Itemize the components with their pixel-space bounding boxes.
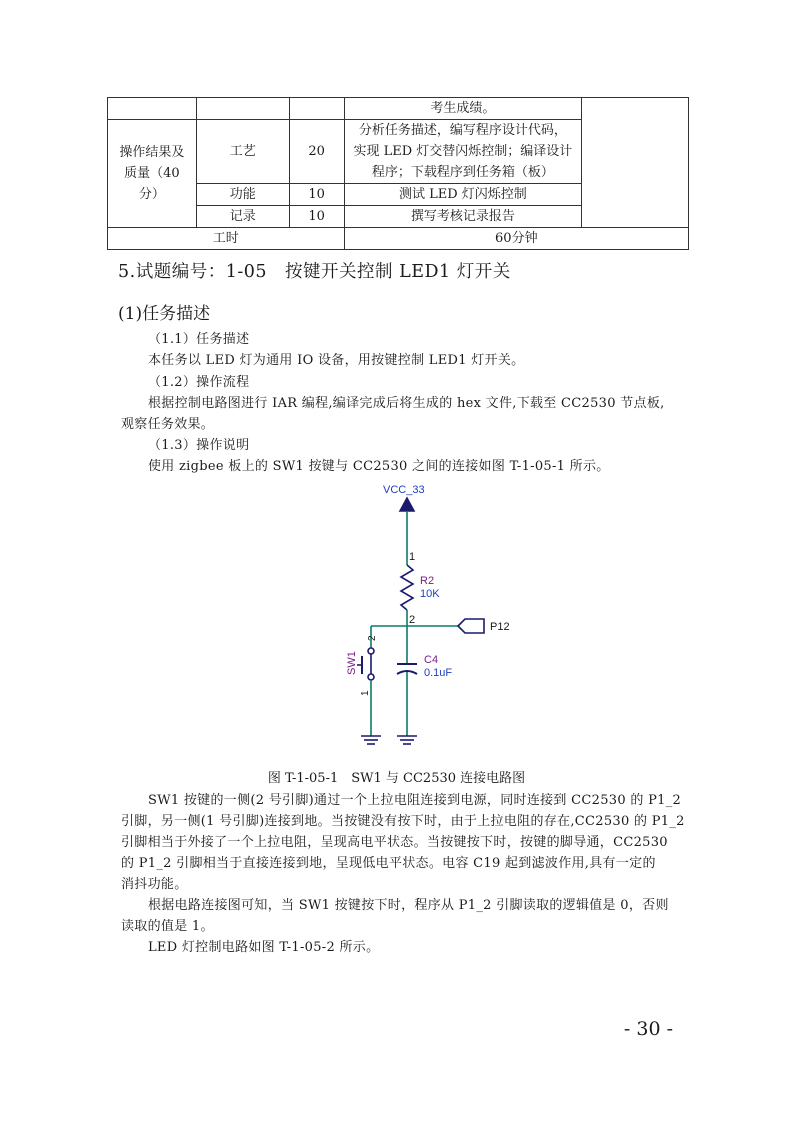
switch-name-label: SW1 (346, 651, 358, 675)
table-row (108, 228, 689, 250)
table-cell-item: 记录 (196, 206, 289, 228)
paragraph: 本任务以 LED 灯为通用 IO 设备，用按键控制 LED1 灯开关。 (148, 353, 525, 368)
paragraph-heading: （1.2）操作流程 (148, 375, 250, 390)
vcc-label: VCC_33 (383, 484, 425, 496)
table-cell-desc: 分析任务描述，编写程序设计代码， 实现 LED 灯交替闪烁控制；编译设计 程序；下载程序到任务箱（板） (344, 120, 582, 184)
table-cell-item: 功能 (196, 184, 289, 206)
paragraph: 观察任务效果。 (121, 417, 215, 432)
paragraph: SW1 按键的一侧(2 号引脚)通过一个上拉电阻连接到电源，同时连接到 CC2530 的 P1_2 (148, 793, 682, 808)
resistor-value-label: 10K (420, 588, 440, 600)
paragraph: 引脚，另一侧(1 号引脚)连接到地。当按键没有按下时，由于上拉电阻的存在,CC2530 的 P1_2 (121, 814, 685, 829)
paragraph: LED 灯控制电路如图 T-1-05-2 所示。 (148, 940, 380, 955)
table-cell-score: 10 (289, 184, 344, 206)
paragraph: 读取的值是 1。 (121, 919, 214, 934)
subsection-title: (1)任务描述 (118, 304, 211, 324)
table-cell-desc: 考生成绩。 (344, 98, 582, 120)
table-cell-score: 10 (289, 206, 344, 228)
switch-contact-icon (368, 674, 374, 680)
ground-icon (361, 736, 381, 744)
paragraph: 引脚相当于外接了一个上拉电阻，呈现高电平状态。当按键按下时，按键的脚导通，CC2530 (121, 835, 668, 850)
paragraph: 根据电路连接图可知，当 SW1 按键按下时，程序从 P1_2 引脚读取的逻辑值是 0，否则 (148, 898, 669, 913)
vcc-arrow-icon (400, 498, 414, 511)
table-cell-desc: 测试 LED 灯闪烁控制 (344, 184, 582, 206)
page-number: - 30 - (623, 1018, 673, 1040)
paragraph: 根据控制电路图进行 IAR 编程,编译完成后将生成的 hex 文件,下载至 CC2530 节点板, (148, 396, 665, 411)
switch-contact-icon (368, 648, 374, 654)
table-row (108, 98, 689, 120)
resistor-icon (401, 565, 413, 610)
table-cell-value: 60分钟 (344, 228, 688, 250)
resistor-name-label: R2 (420, 575, 435, 587)
resistor-pin1-label: 1 (409, 551, 416, 563)
port-label: P12 (490, 621, 510, 633)
paragraph: 的 P1_2 引脚相当于直接连接到地，呈现低电平状态。电容 C19 起到滤波作用,具有一定的 (121, 856, 656, 871)
table-cell-score: 20 (289, 120, 344, 184)
table-cell-desc: 撰写考核记录报告 (344, 206, 582, 228)
table-cell-label: 工时 (108, 228, 345, 250)
score-table (107, 97, 689, 250)
paragraph-heading: （1.3）操作说明 (148, 438, 250, 453)
capacitor-value-label: 0.1uF (424, 667, 453, 679)
ground-icon (397, 736, 417, 744)
paragraph: 使用 zigbee 板上的 SW1 按键与 CC2530 之间的连接如图 T-1-05-1 所示。 (148, 459, 610, 474)
capacitor-name-label: C4 (424, 654, 439, 666)
switch-pin2-label: 2 (367, 635, 378, 641)
circuit-diagram (0, 478, 793, 763)
table-cell-item: 工艺 (196, 120, 289, 184)
resistor-pin2-label: 2 (409, 614, 416, 626)
section-title: 5.试题编号：1-05 按键开关控制 LED1 灯开关 (118, 262, 511, 282)
port-connector-icon (458, 619, 484, 633)
figure-caption: 图 T-1-05-1 SW1 与 CC2530 连接电路图 (267, 771, 526, 786)
paragraph: 消抖功能。 (121, 877, 188, 892)
paragraph-heading: （1.1）任务描述 (148, 332, 250, 347)
switch-pin1-label: 1 (360, 690, 371, 696)
table-cell-group: 操作结果及 质量（40 分） (108, 120, 197, 228)
